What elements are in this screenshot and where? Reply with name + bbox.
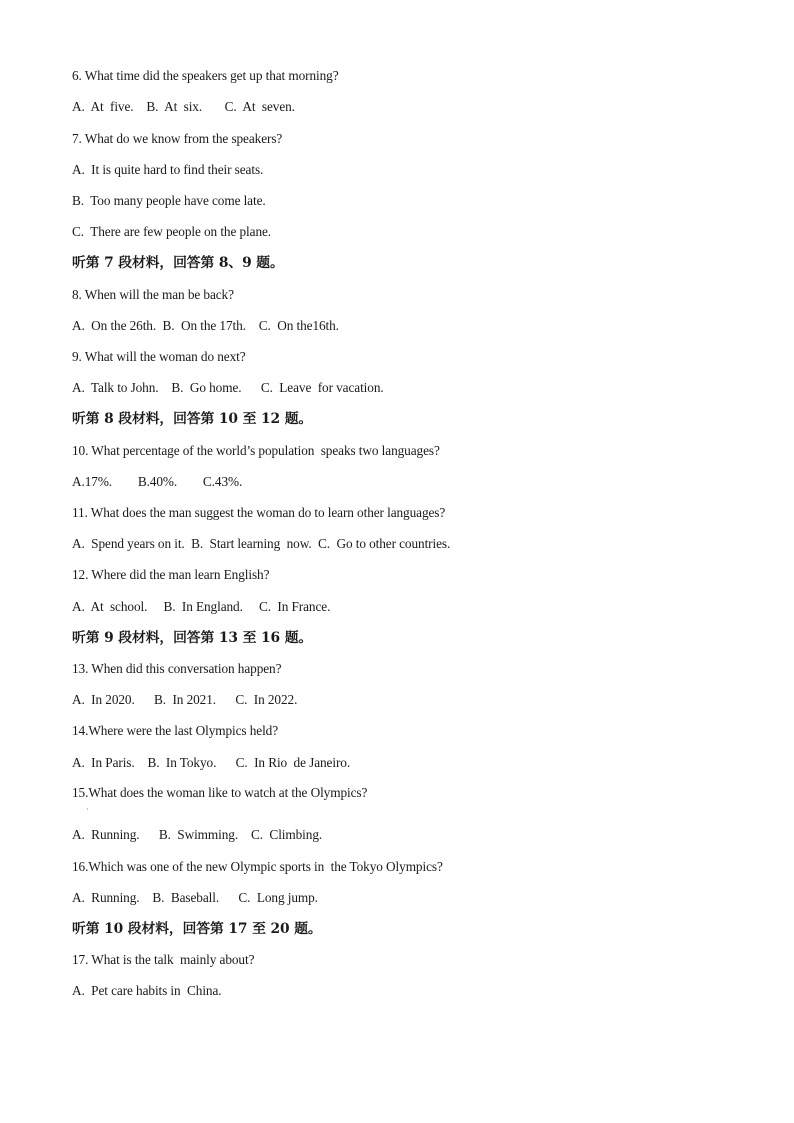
answer-options-16: A. Running. B. Baseball. C. Long jump. bbox=[72, 890, 318, 905]
option-7b: B. Too many people have come late. bbox=[72, 193, 266, 208]
answer-options-11: A. Spend years on it. B. Start learning now. C. Go to other countries. bbox=[72, 536, 451, 551]
question-14: 14.Where were the last Olympics held? bbox=[72, 723, 279, 738]
answer-options-6: A. At five. B. At six. C. At seven. bbox=[72, 99, 295, 114]
question-15: 15.What does the woman like to watch at the Olympics? bbox=[72, 785, 368, 800]
answer-options-15: A. Running. B. Swimming. C. Climbing. bbox=[72, 827, 323, 842]
answer-options-12: A. At school. B. In England. C. In France. bbox=[72, 599, 331, 614]
question-9: 9. What will the woman do next? bbox=[72, 349, 246, 364]
answer-options-14: A. In Paris. B. In Tokyo. C. In Rio de Janeiro. bbox=[72, 755, 351, 770]
answer-options-8: A. On the 26th. B. On the 17th. C. On the16th. bbox=[72, 318, 339, 333]
question-17: 17. What is the talk mainly about? bbox=[72, 952, 255, 967]
question-6: 6. What time did the speakers get up that morning? bbox=[72, 68, 339, 83]
question-10: 10. What percentage of the world’s population speaks two languages? bbox=[72, 443, 440, 458]
question-8: 8. When will the man be back? bbox=[72, 287, 234, 302]
stray-mark: · bbox=[86, 805, 89, 814]
section-heading-10: 听第 10 段材料，回答第 17 至 20 题。 bbox=[72, 921, 322, 937]
question-7: 7. What do we know from the speakers? bbox=[72, 131, 283, 146]
option-7c: C. There are few people on the plane. bbox=[72, 224, 272, 239]
question-13: 13. When did this conversation happen? bbox=[72, 661, 282, 676]
option-17a: A. Pet care habits in China. bbox=[72, 983, 222, 998]
section-heading-9: 听第 9 段材料，回答第 13 至 16 题。 bbox=[72, 630, 313, 646]
answer-options-9: A. Talk to John. B. Go home. C. Leave for vacation. bbox=[72, 380, 384, 395]
question-11: 11. What does the man suggest the woman do to learn other languages? bbox=[72, 505, 446, 520]
answer-options-13: A. In 2020. B. In 2021. C. In 2022. bbox=[72, 692, 298, 707]
section-heading-8: 听第 8 段材料，回答第 10 至 12 题。 bbox=[72, 411, 313, 427]
question-12: 12. Where did the man learn English? bbox=[72, 567, 270, 582]
question-16: 16.Which was one of the new Olympic sports in the Tokyo Olympics? bbox=[72, 859, 443, 874]
option-7a: A. It is quite hard to find their seats. bbox=[72, 162, 264, 177]
section-heading-7: 听第 7 段材料，回答第 8、9 题。 bbox=[72, 255, 284, 271]
answer-options-10: A.17%. B.40%. C.43%. bbox=[72, 474, 243, 489]
